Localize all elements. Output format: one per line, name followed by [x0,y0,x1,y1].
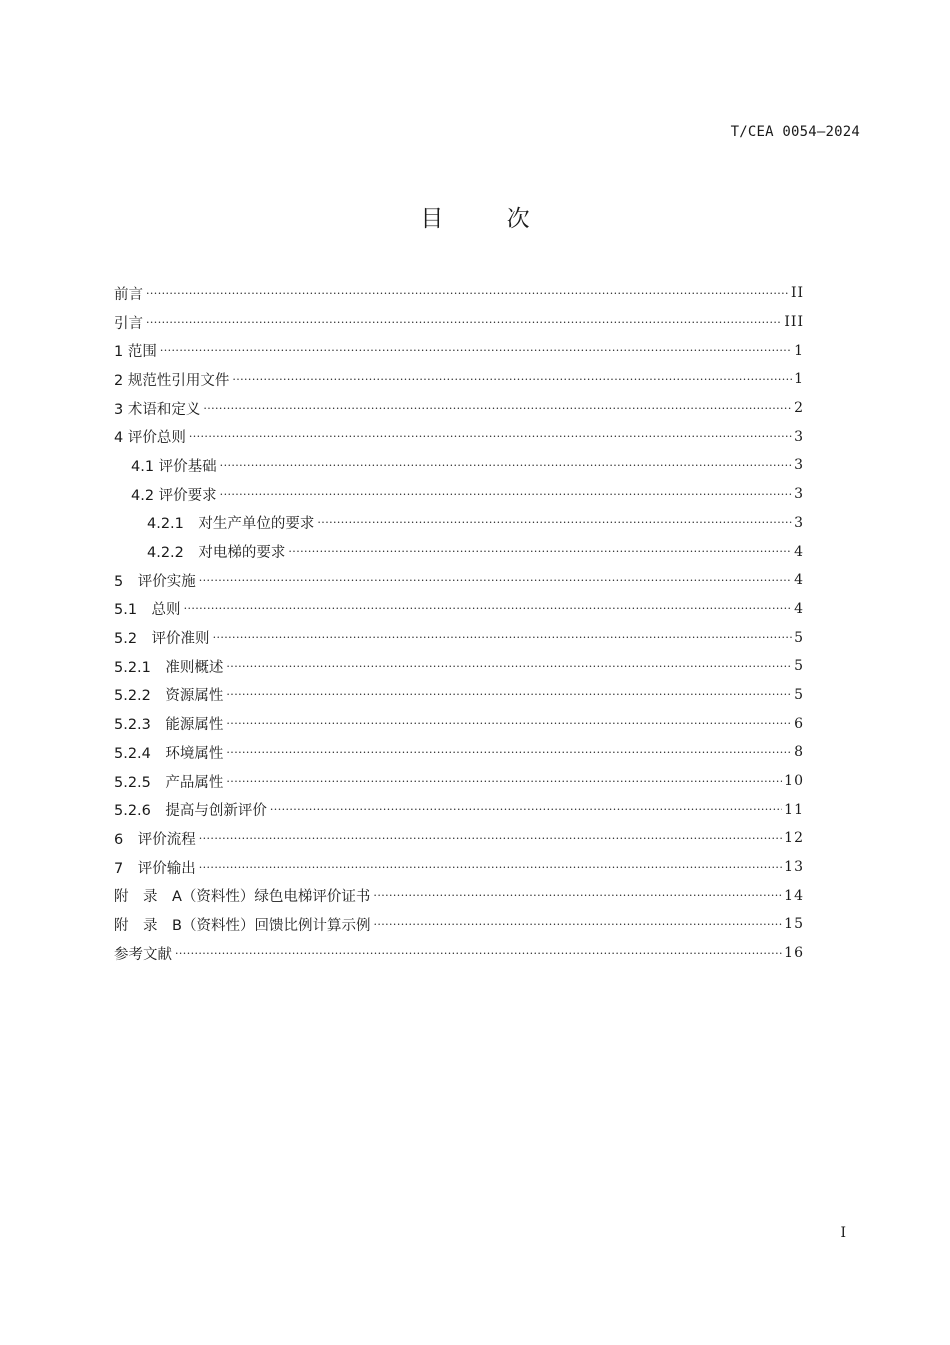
toc-dot-leader [226,746,792,759]
toc-dot-leader [220,488,792,501]
toc-entry-label: 附 录 A（资料性）绿色电梯评价证书 [114,889,371,906]
toc-entry-page: 16 [784,945,804,962]
toc-entry-page: 5 [794,658,804,675]
toc-entry-page: 5 [794,629,804,646]
toc-dot-leader [199,574,792,587]
toc-entry-page: 3 [794,428,804,445]
toc-entry-label: 引言 [114,315,143,332]
toc-entry[interactable] [114,652,804,681]
toc-entry-page: 5 [794,686,804,703]
toc-dot-leader [175,947,782,960]
toc-entry-label: 前言 [114,286,143,303]
toc-entry-page: 8 [794,744,804,761]
toc-entry[interactable] [114,824,804,853]
toc-dot-leader [199,861,782,874]
toc-entry[interactable] [114,795,804,824]
toc-dot-leader [213,631,793,644]
toc-entry[interactable] [114,681,804,710]
toc-dot-leader [220,459,792,472]
toc-dot-leader [146,316,782,329]
toc-dot-leader [146,287,789,300]
toc-entry-label: 5.2.6 提高与创新评价 [114,803,267,820]
toc-entry-label: 2 规范性引用文件 [114,372,230,389]
toc-dot-leader [226,775,782,788]
toc-entry[interactable] [114,422,804,451]
toc-entry-label: 4.2.2 对电梯的要求 [147,545,286,562]
toc-dot-leader [317,516,792,529]
toc-entry-label: 5.2.1 准则概述 [114,659,224,676]
toc-entry-label: 3 术语和定义 [114,401,201,418]
toc-entry-page: 3 [794,457,804,474]
toc-entry[interactable] [114,623,804,652]
toc-entry-label: 5.2.4 环境属性 [114,745,224,762]
toc-entry-page: 4 [794,572,804,589]
toc-dot-leader [232,373,792,386]
toc-entry-page: 11 [784,801,804,818]
toc-entry[interactable] [114,451,804,480]
toc-entry-page: 12 [784,830,804,847]
toc-entry-page: 3 [794,514,804,531]
toc-entry[interactable] [114,365,804,394]
toc-entry-label: 5.2.5 产品属性 [114,774,224,791]
toc-entry-label: 5.2.2 资源属性 [114,688,224,705]
toc-dot-leader [189,430,792,443]
toc-entry-page: II [790,285,804,302]
toc-entry[interactable] [114,881,804,910]
toc-entry-label: 4.2.1 对生产单位的要求 [147,516,315,533]
toc-entry[interactable] [114,480,804,509]
toc-entry-label: 6 评价流程 [114,831,196,848]
toc-entry-label: 4.2 评价要求 [131,487,217,504]
toc-dot-leader [184,602,793,615]
page-title: 目 次 [420,206,558,232]
toc-entry[interactable] [114,394,804,423]
toc-entry-label: 1 范围 [114,344,157,361]
toc-entry-page: 6 [794,715,804,732]
toc-entry-page: 3 [794,486,804,503]
toc-entry[interactable] [114,566,804,595]
toc-entry[interactable] [114,939,804,968]
toc-entry-label: 附 录 B（资料性）回馈比例计算示例 [114,917,371,934]
toc-entry[interactable] [114,910,804,939]
toc-entry-page: 14 [784,887,804,904]
toc-entry[interactable] [114,509,804,538]
toc-dot-leader [226,688,792,701]
toc-entry[interactable] [114,279,804,308]
document-code: T/CEA 0054—2024 [730,124,860,140]
toc-entry-page: 15 [784,916,804,933]
toc-dot-leader [373,889,782,902]
toc-entry-page: 4 [794,543,804,560]
toc-entry[interactable] [114,308,804,337]
toc-entry-page: 1 [794,342,804,359]
toc-entry[interactable] [114,853,804,882]
toc-dot-leader [270,803,782,816]
toc-dot-leader [199,832,782,845]
toc-entry-label: 5.1 总则 [114,602,181,619]
toc-entry[interactable] [114,595,804,624]
toc-dot-leader [160,344,792,357]
toc-dot-leader [373,918,782,931]
toc-entry-page: 13 [784,859,804,876]
toc-entry-label: 4 评价总则 [114,430,186,447]
toc-entry-page: 10 [784,773,804,790]
toc-entry-label: 7 评价输出 [114,860,196,877]
toc-entry[interactable] [114,709,804,738]
toc-entry[interactable] [114,336,804,365]
page-number: I [840,1225,846,1241]
toc-entry-label: 5.2 评价准则 [114,631,210,648]
toc-entry[interactable] [114,537,804,566]
toc-entry-page: 1 [794,371,804,388]
toc-entry-label: 4.1 评价基础 [131,458,217,475]
toc-dot-leader [226,717,792,730]
toc-entry[interactable] [114,767,804,796]
toc-entry-label: 5 评价实施 [114,573,196,590]
toc-dot-leader [288,545,792,558]
toc-dot-leader [226,660,792,673]
toc-dot-leader [203,402,792,415]
toc-entry[interactable] [114,738,804,767]
toc-entry-page: 4 [794,600,804,617]
toc-entry-label: 5.2.3 能源属性 [114,717,224,734]
toc-entry-page: 2 [794,400,804,417]
toc-entry-page: III [784,314,804,331]
table-of-contents [114,279,804,968]
toc-entry-label: 参考文献 [114,946,172,963]
